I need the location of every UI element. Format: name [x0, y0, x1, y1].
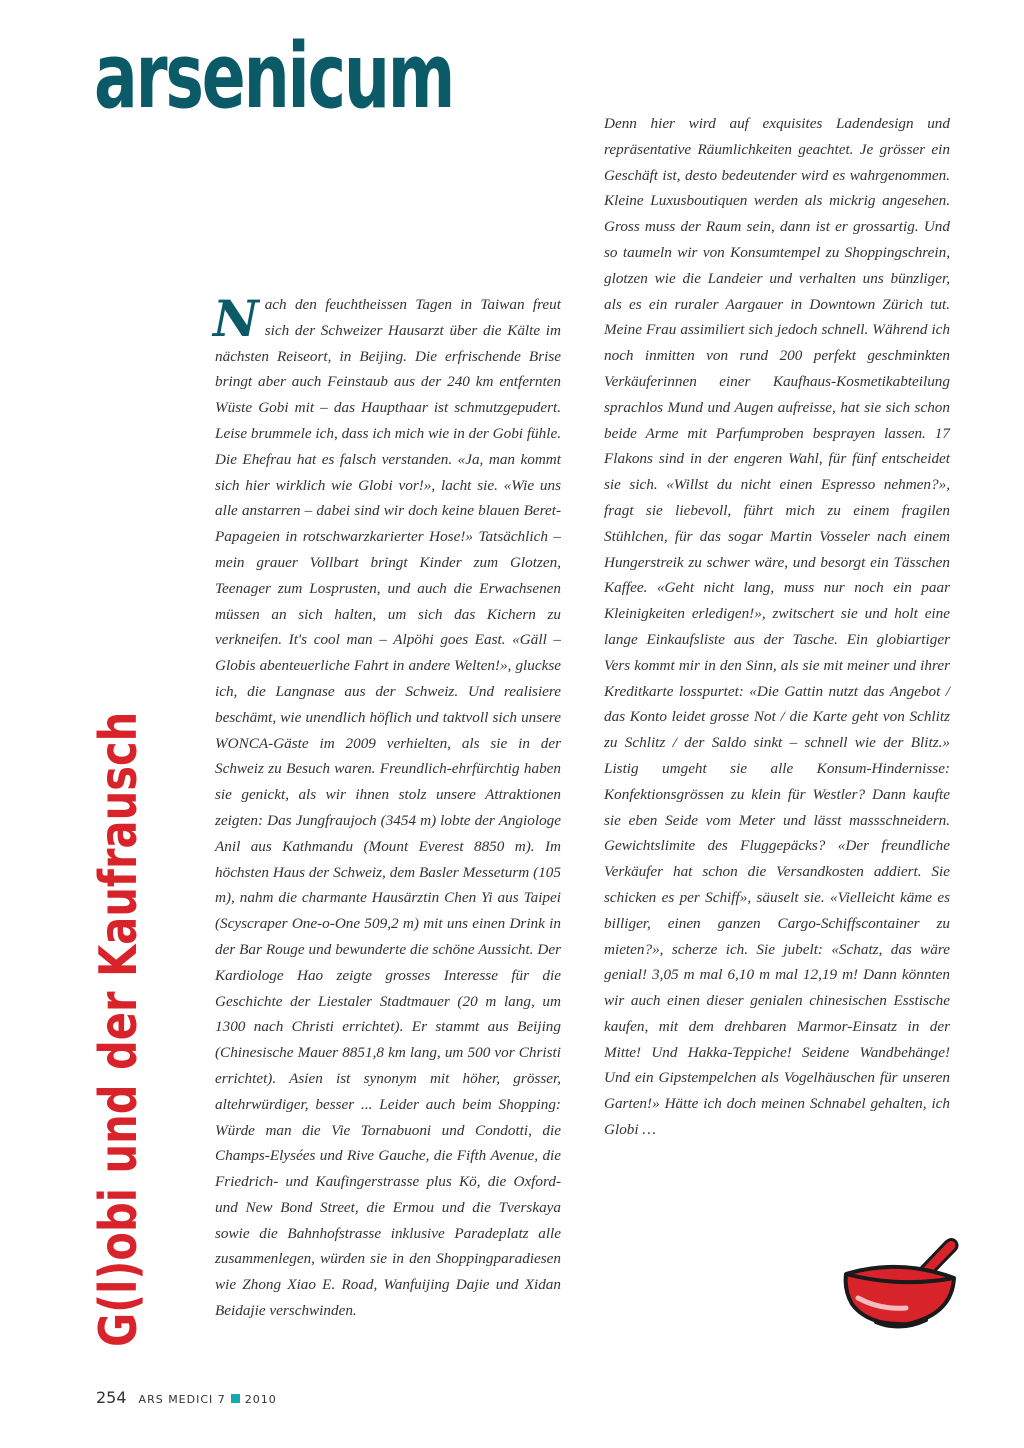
page-footer: [96, 1388, 277, 1407]
square-separator: [231, 1394, 240, 1403]
page-number: 254: [96, 1388, 127, 1407]
drop-cap: N: [213, 289, 259, 348]
magazine-name: ARS MEDICI 7: [138, 1393, 226, 1406]
article-title-text: G(l)obi und der Kaufrausch: [89, 711, 149, 1347]
article-title: [88, 553, 150, 1347]
column-2-text: Denn hier wird auf exquisites Ladendesign und repräsentative Räumlichkeiten geachtet. Je grösser ein Geschäft ist, desto bedeutender wird es wahrgenommen. Kleine Luxusboutiquen werden als mickrig angesehen. Gross muss der Raum sein, dann ist er grossartig. Und so taumeln wir von Konsumtempel zu Shoppingschrein, glotzen wie die Landeier und verhalten uns bünzliger, als es ein ruraler Aargauer in Downtown Zürich tut. Meine Frau assimiliert sich jedoch schnell. Während ich noch inmitten von rund 200 perfekt geschminkten Verkäuferinnen einer Kaufhaus-Kosmetikabteilung sprachlos Mund und Augen aufreisse, hat sie sich schon beide Arme mit Parfumproben besprayen lassen. 17 Flakons sind in der engeren Wahl, für fünf entscheidet sie sich. «Willst du nicht einen Espresso nehmen?», fragt sie liebevoll, führt mich zu einem fragilen Stühlchen, für das sogar Martin Vosseler nach einem Hungerstreik zu schwer wäre, und besorgt ein Tässchen Kaffee. «Geht nicht lang, muss nur noch ein paar Kleinigkeiten erledigen!», zwitschert sie und holt eine lange Einkaufsliste aus der Tasche. Ein globiartiger Vers kommt mir in den Sinn, als sie mit meiner und ihrer Kreditkarte losspurtet: «Die Gattin nutzt das Angebot / das Konto leidet grosse Not / die Karte geht von Schlitz zu Schlitz / der Saldo sinkt – schnell wie der Blitz.» Listig umgeht sie alle Konsum-Hindernisse: Konfektionsgrössen zu klein für Westler? Dann kaufte sie eben Seide vom Meter und lässt massschneidern. Gewichtslimite des Fluggepäcks? «Der freundliche Verkäufer hat schon die Versandkosten addiert. Sie schicken es per Schiff», säuselt sie. «Vielleicht käme es billiger, einen ganzen Cargo-Schiffscontainer zu mieten?», scherze ich. Sie jubelt: «Schatz, das wäre genial! 3,05 m mal 6,10 m mal 12,19 m! Dann könnten wir auch einen dieser genialen chinesischen Esstische kaufen, mit dem drehbaren Marmor-Einsatz in der Mitte! Und Hakka-Teppiche! Seidene Wandbehänge! Und ein Gipstempelchen als Vogelhäuschen für unseren Garten!» Hätte ich doch meinen Schnabel gehalten, ich Globi …: [604, 115, 950, 1139]
article-column-2: [604, 111, 950, 1143]
mortar-pestle-icon: [840, 1228, 960, 1332]
article-column-1: [213, 289, 561, 1324]
column-1-text: ach den feuchtheissen Tagen in Taiwan freut sich der Schweizer Hausarzt über die Kälte im nächsten Reiseort, in Beijing. Die erfrischende Brise bringt aber auch Feinstaub aus der 240 km entfernten Wüste Gobi mit – das Haupthaar ist schmutzgepudert. Leise brummele ich, dass ich mich wie in der Gobi fühle. Die Ehefrau hat es falsch verstanden. «Ja, man kommt sich hier wirklich wie Globi vor!», lacht sie. «Wie uns alle anstarren – dabei sind wir doch keine blauen Beret-Papageien in rotschwarzkarierter Hose!» Tatsächlich – mein grauer Vollbart bringt Kinder zum Glotzen, Teenager zum Losprusten, und auch die Erwachsenen müssen an sich halten, um sich das Kichern zu verkneifen. It's cool man – Alpöhi goes East. «Gäll – Globis abenteuerliche Fahrt in andere Welten!», gluckse ich, die Langnase aus der Schweiz. Und realisiere beschämt, wie unendlich höflich und taktvoll sich unsere WONCA-Gäste im 2009 verhielten, als sie in der Schweiz zu Besuch waren. Freundlich-ehrfürchtig haben sie genickt, als wir ihnen stolz unsere Attraktionen zeigten: Das Jungfraujoch (3454 m) lobte der Angiologe Anil aus Kathmandu (Mount Everest 8850 m). Im höchsten Haus der Schweiz, dem Basler Messeturm (105 m), nahm die charmante Hausärztin Chen Yi aus Taipei (Scyscraper One-o-One 509,2 m) mit uns einen Drink in der Bar Rouge und bewunderte die schöne Aussicht. Der Kardiologe Hao zeigte grosses Interesse für die Geschichte der Liestaler Stadtmauer (20 m lang, um 1300 nach Christi errichtet). Er stammt aus Beijing (Chinesische Mauer 8851,8 km lang, um 500 vor Christi errichtet). Asien ist synonym mit höher, grösser, altehrwürdiger, besser ... Leider auch beim Shopping: Würde man die Vie Tornabuoni und Condotti, die Champs-Elysées und Rive Gauche, die Fifth Avenue, die Friedrich- und Kaufingerstrasse plus Kö, die Oxford- und New Bond Street, die Ermou und die Tverskaya sowie die Bahnhofstrasse inklusive Paradeplatz alle zusammenlegen, würden sie in den Shoppingparadiesen wie Zhong Xiao E. Road, Wanfuijing Dajie und Xidan Beidajie verschwinden.: [215, 296, 561, 1320]
section-title: arsenicum: [94, 24, 454, 129]
issue-year: 2010: [244, 1393, 277, 1406]
